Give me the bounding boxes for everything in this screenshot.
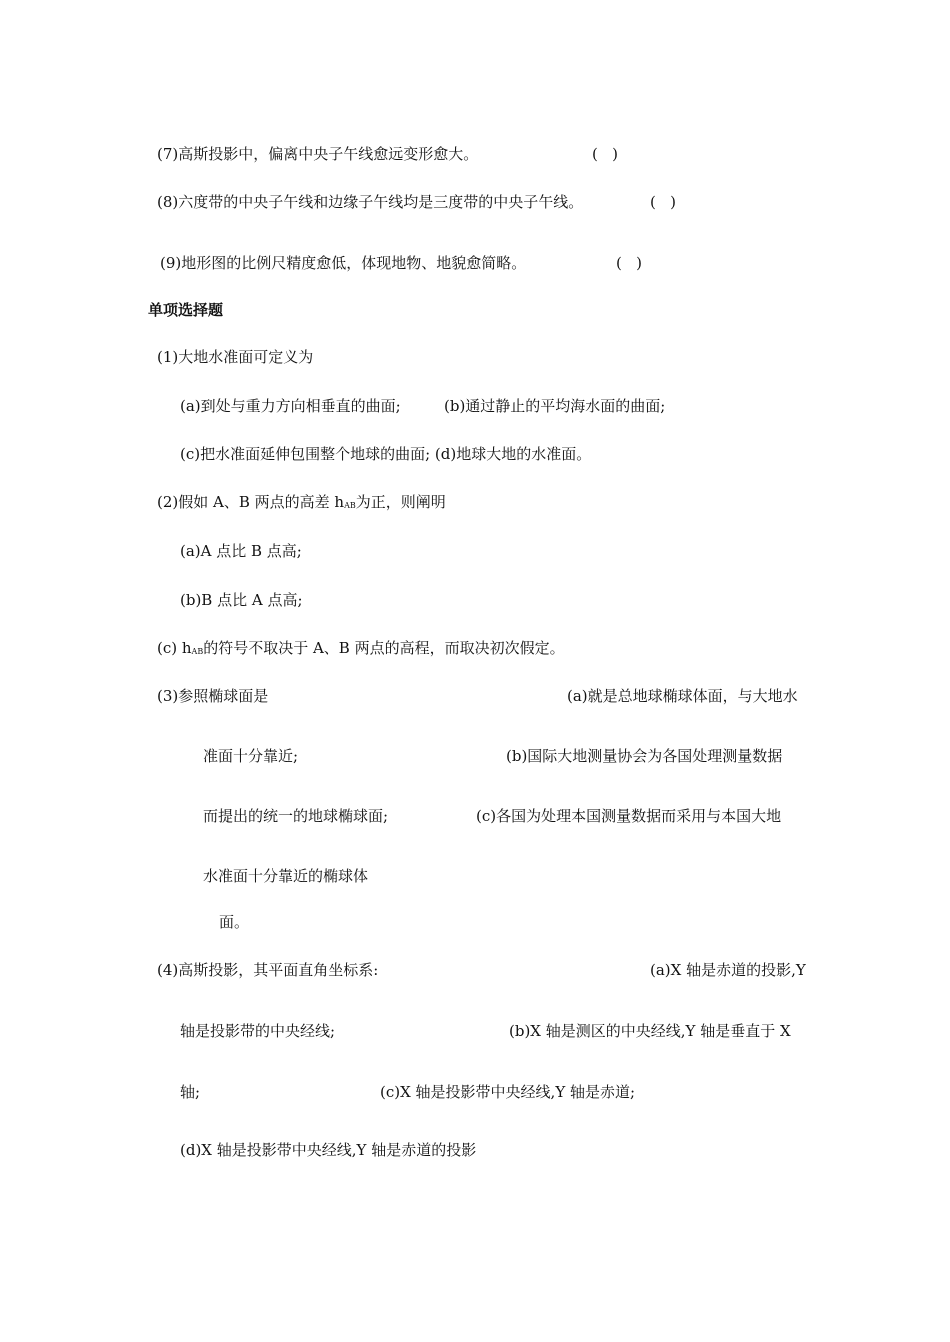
judgement-item-7: (7)高斯投影中，偏离中央子午线愈远变形愈大。 [157,145,479,163]
question-2-option-c [157,638,565,662]
subscript-ab: AB [191,647,204,656]
question-4-option-b-line1: (b)X 轴是测区的中央经线,Y 轴是垂直于 X [509,1022,791,1040]
question-2-option-c-text: (c) h [157,639,192,657]
section-title: 单项选择题 [148,301,224,319]
question-4-option-d: (d)X 轴是投影带中央经线,Y 轴是赤道的投影 [180,1141,477,1159]
question-2-option-a: (a)A 点比 B 点高; [180,542,302,560]
question-1-option-b: (b)通过静止的平均海水面的曲面; [444,397,666,415]
judgement-item-9: (9)地形图的比例尺精度愈低，体现地物、地貌愈简略。 [160,254,527,272]
judgement-item-8: (8)六度带的中央子午线和边缘子午线均是三度带的中央子午线。 [157,193,584,211]
answer-blank-7: ( ) [592,145,619,163]
question-4-option-c: (c)X 轴是投影带中央经线,Y 轴是赤道; [380,1083,636,1101]
question-2-stem [157,492,446,516]
subscript-ab: AB [344,501,356,510]
question-1-stem: (1)大地水准面可定义为 [157,348,314,366]
answer-blank-8: ( ) [650,193,677,211]
question-1-option-a: (a)到处与重力方向相垂直的曲面; [180,397,401,415]
question-3-option-c-line2: 水准面十分靠近的椭球体 [203,867,369,885]
question-3-option-c-line1: (c)各国为处理本国测量数据而采用与本国大地 [476,807,782,825]
question-4-option-a-line1: (a)X 轴是赤道的投影,Y [650,961,806,979]
question-2-stem-tail: 为正，则阐明 [355,493,446,511]
question-2-option-b: (b)B 点比 A 点高; [180,591,303,609]
question-4-option-a-line2: 轴是投影带的中央经线; [180,1022,336,1040]
question-3-stem: (3)参照椭球面是 [157,687,269,705]
answer-blank-9: ( ) [616,254,643,272]
question-2-option-c-tail: 的符号不取决于 A、B 两点的高程，而取决初次假定。 [203,639,565,657]
question-1-option-c-d: (c)把水准面延伸包围整个地球的曲面; (d)地球大地的水准面。 [180,445,592,463]
question-2-stem-text: (2)假如 A、B 两点的高差 h [157,493,345,511]
question-3-option-c-line3: 面。 [219,913,250,931]
question-3-option-a-line2: 准面十分靠近; [203,747,299,765]
question-4-stem: (4)高斯投影，其平面直角坐标系: [157,961,379,979]
question-3-option-a-line1: (a)就是总地球椭球体面，与大地水 [567,687,798,705]
question-3-option-b-line2: 而提出的统一的地球椭球面; [203,807,389,825]
question-3-option-b-line1: (b)国际大地测量协会为各国处理测量数据 [506,747,783,765]
question-4-option-b-line2: 轴; [180,1083,201,1101]
